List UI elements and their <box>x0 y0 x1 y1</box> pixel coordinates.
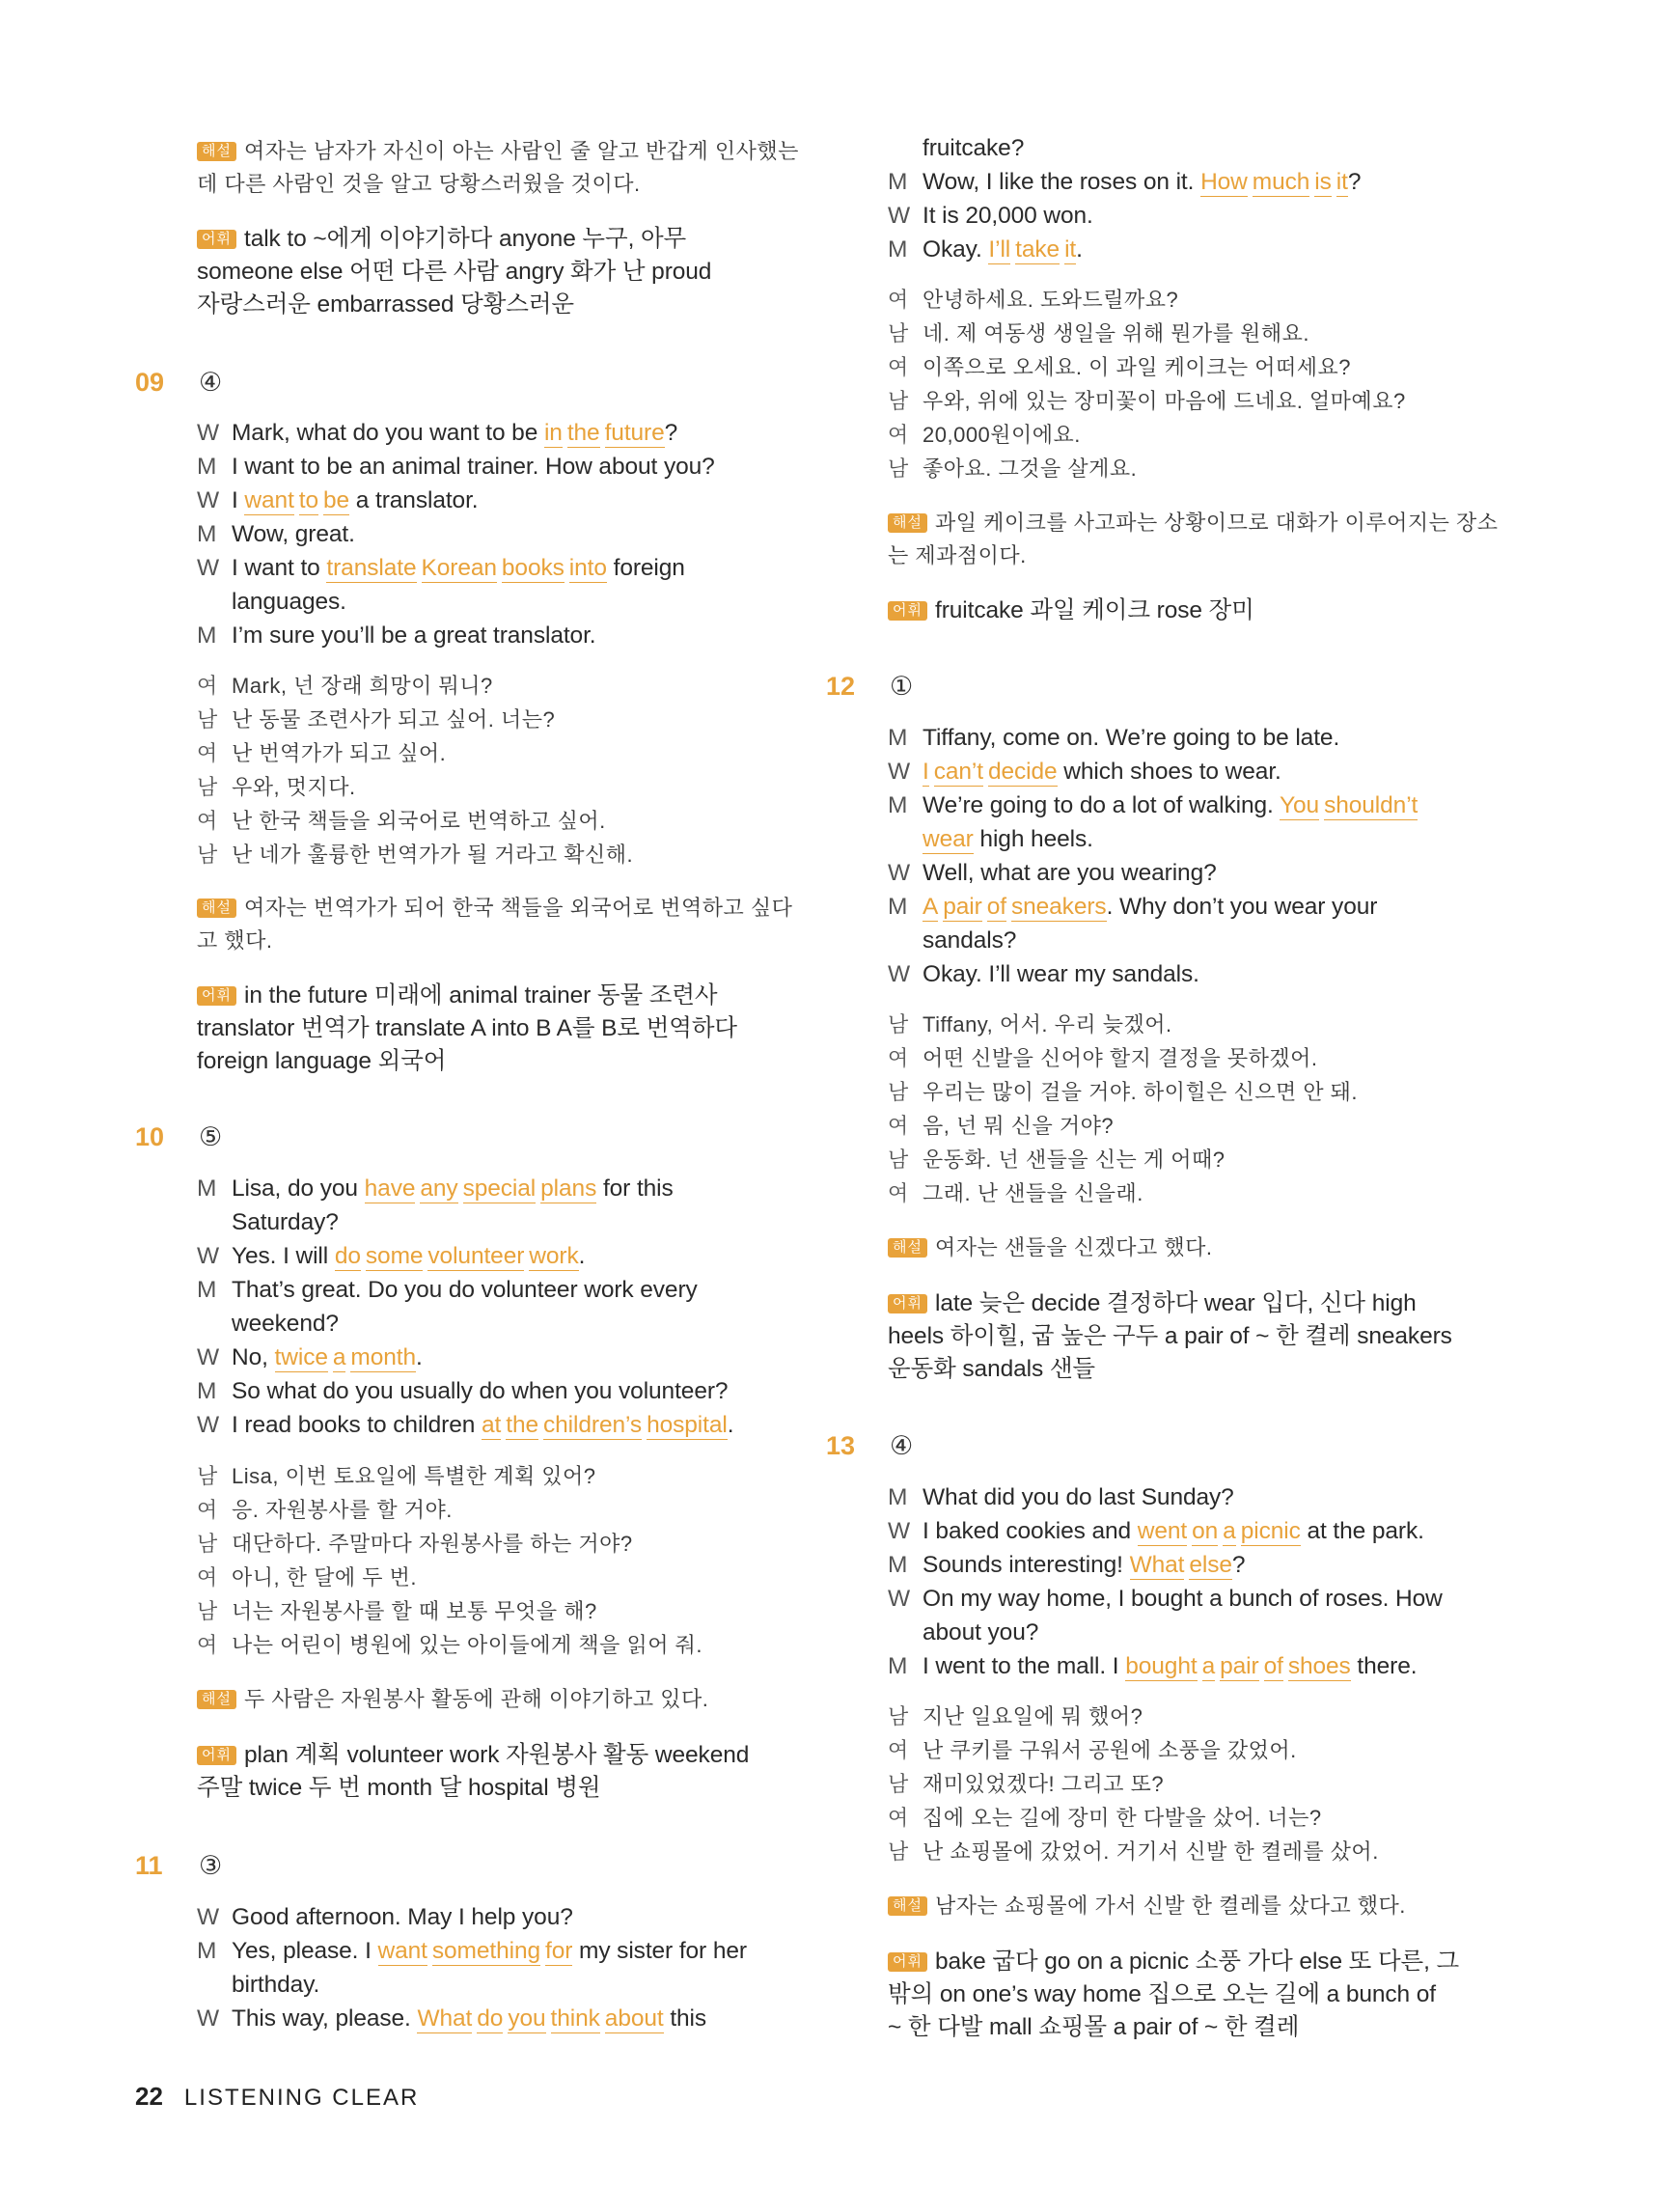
question-header <box>135 368 222 398</box>
speaker-label: W <box>888 1518 911 1544</box>
dialogue-line: W Good afternoon. May I help you? <box>197 1904 573 1930</box>
blank: pair <box>943 894 982 920</box>
vocab-line: translator 번역가 translate A into B A를 B로 번역하다 <box>197 1015 737 1041</box>
translation-line: 여 나는 어린이 병원에 있는 아이들에게 책을 읽어 줘. <box>197 1633 702 1657</box>
answer-mark: ③ <box>199 1851 223 1880</box>
translation-line: 남 우와, 위에 있는 장미꽃이 마음에 드네요. 얼마예요? <box>888 389 1406 413</box>
blank: can’t <box>933 759 983 785</box>
page-footer <box>135 2082 419 2112</box>
vocab-line: 운동화 sandals 샌들 <box>888 1356 1095 1382</box>
translation-line: 남 난 네가 훌륭한 번역가가 될 거라고 확신해. <box>197 843 634 867</box>
dialogue-line: M Sounds interesting! What else? <box>888 1552 1246 1578</box>
blank: pair <box>1220 1653 1259 1679</box>
speaker-label: M <box>197 1277 217 1303</box>
blank: I’ll <box>988 236 1011 263</box>
blank: children’s <box>543 1412 643 1438</box>
dialogue-line: Saturday? <box>232 1209 339 1235</box>
vocab-line: someone else 어떤 다른 사람 angry 화가 난 proud <box>197 259 712 285</box>
blank: You <box>1280 792 1320 818</box>
dialogue-line: M Yes, please. I want something for my sister for her <box>197 1938 747 1964</box>
blank: future <box>604 420 665 446</box>
vocab-line: 어휘 in the future 미래에 animal trainer 동물 조련사 <box>197 977 717 1010</box>
blank: any <box>420 1175 458 1202</box>
blank: I <box>923 759 929 785</box>
dialogue-line: M I want to be an animal trainer. How about you? <box>197 454 715 480</box>
blank: want <box>244 487 294 513</box>
blank: What <box>1129 1552 1185 1578</box>
blank: it <box>1064 236 1077 263</box>
speaker-label: W <box>888 1586 911 1612</box>
blank: books <box>501 555 565 581</box>
dialogue-line: W I read books to children at the children’s hospital. <box>197 1412 734 1438</box>
dialogue-line: W I want to translate Korean books into foreign <box>197 555 685 581</box>
speaker-label: W <box>197 1243 220 1269</box>
blank: twice <box>274 1344 328 1370</box>
vocab-line: 자랑스러운 embarrassed 당황스러운 <box>197 291 574 318</box>
dialogue-line: M Wow, great. <box>197 521 355 547</box>
translation-line: 남 지난 일요일에 뭐 했어? <box>888 1704 1143 1728</box>
explanation-badge: 해설 <box>888 513 927 533</box>
speaker-label: M <box>197 1378 217 1404</box>
blank: to <box>298 487 319 513</box>
dialogue-line: W This way, please. What do you think about this <box>197 2005 707 2032</box>
question-number: 09 <box>135 368 165 397</box>
blank: on <box>1192 1518 1219 1544</box>
answer-mark: ④ <box>199 368 223 397</box>
speaker-label: M <box>197 622 217 649</box>
blank: month <box>350 1344 416 1370</box>
translation-line: 남 좋아요. 그것을 살게요. <box>888 456 1138 481</box>
dialogue-line: weekend? <box>232 1311 339 1337</box>
translation-line: 남 우와, 멋지다. <box>197 775 356 799</box>
blank: it <box>1336 169 1348 195</box>
question-number: 12 <box>826 672 856 701</box>
dialogue-line: W Mark, what do you want to be in the future? <box>197 420 678 446</box>
translation-line: 여 어떤 신발을 신어야 할지 결정을 못하겠어. <box>888 1046 1318 1070</box>
dialogue-line: W On my way home, I bought a bunch of roses. How <box>888 1586 1443 1612</box>
dialogue-line: M Wow, I like the roses on it. How much is it? <box>888 169 1362 195</box>
speaker-label: M <box>888 725 908 751</box>
speaker-label: M <box>197 521 217 547</box>
blank: do <box>477 2005 504 2032</box>
speaker-label: M <box>197 454 217 480</box>
dialogue-line: W I baked cookies and went on a picnic at the park. <box>888 1518 1424 1544</box>
vocab-line: 주말 twice 두 번 month 달 hospital 병원 <box>197 1775 601 1801</box>
vocab-line: 어휘 bake 굽다 go on a picnic 소풍 가다 else 또 다른, 그 <box>888 1943 1459 1977</box>
speaker-label: M <box>888 1552 908 1578</box>
blank: How <box>1200 169 1248 195</box>
explanation-badge: 해설 <box>197 1690 236 1709</box>
speaker-label: W <box>197 2005 220 2032</box>
explanation-badge: 해설 <box>888 1896 927 1916</box>
translation-line: 여 난 번역가가 되고 싶어. <box>197 741 447 765</box>
translation-line: 여 안녕하세요. 도와드릴까요? <box>888 288 1179 312</box>
translation-line: 남 Tiffany, 어서. 우리 늦겠어. <box>888 1012 1172 1037</box>
dialogue-line: sandals? <box>923 927 1017 954</box>
dialogue-line: W No, twice a month. <box>197 1344 423 1370</box>
translation-line: 남 Lisa, 이번 토요일에 특별한 계획 있어? <box>197 1464 596 1488</box>
blank: plans <box>540 1175 597 1202</box>
book-title: LISTENING CLEAR <box>183 2085 420 2111</box>
speaker-label: W <box>197 420 220 446</box>
blank: for <box>545 1938 573 1964</box>
explanation-line: 해설 여자는 남자가 자신이 아는 사람인 줄 알고 반갑게 인사했는 <box>197 135 799 165</box>
blank: translate <box>326 555 417 581</box>
blank: you <box>508 2005 546 2032</box>
speaker-label: M <box>888 792 908 818</box>
vocab-line: heels 하이힐, 굽 높은 구두 a pair of ~ 한 켤레 sneakers <box>888 1323 1452 1349</box>
question-header <box>826 672 913 702</box>
vocab-badge: 어휘 <box>888 601 927 621</box>
blank: be <box>323 487 350 513</box>
translation-line: 남 네. 제 여동생 생일을 위해 뭔가를 원해요. <box>888 321 1309 346</box>
blank: into <box>568 555 607 581</box>
page-number: 22 <box>135 2082 163 2111</box>
blank: of <box>1263 1653 1283 1679</box>
vocab-line: 어휘 late 늦은 decide 결정하다 wear 입다, 신다 high <box>888 1285 1417 1318</box>
dialogue-line: W Well, what are you wearing? <box>888 860 1217 886</box>
dialogue-line: fruitcake? <box>923 135 1025 161</box>
speaker-label: M <box>888 169 908 195</box>
vocab-line: 어휘 fruitcake 과일 케이크 rose 장미 <box>888 592 1254 625</box>
speaker-label: M <box>197 1175 217 1202</box>
speaker-label: M <box>197 1938 217 1964</box>
blank: a <box>332 1344 346 1370</box>
translation-line: 남 난 쇼핑몰에 갔었어. 거기서 신발 한 켤레를 샀어. <box>888 1839 1379 1864</box>
dialogue-line: W I want to be a translator. <box>197 487 479 513</box>
explanation-line: 해설 두 사람은 자원봉사 활동에 관해 이야기하고 있다. <box>197 1683 708 1713</box>
question-header <box>135 1851 222 1881</box>
blank: shoes <box>1287 1653 1351 1679</box>
speaker-label: M <box>888 1484 908 1510</box>
blank: decide <box>987 759 1058 785</box>
dialogue-line: M That’s great. Do you do volunteer work every <box>197 1277 698 1303</box>
answer-mark: ① <box>890 672 914 701</box>
translation-line: 여 음, 넌 뭐 신을 거야? <box>888 1114 1115 1138</box>
dialogue-line: M I’m sure you’ll be a great translator. <box>197 622 596 649</box>
dialogue-line: W It is 20,000 won. <box>888 203 1093 229</box>
blank: work <box>529 1243 579 1269</box>
dialogue-line: M I went to the mall. I bought a pair of shoes there. <box>888 1653 1418 1679</box>
blank: about <box>604 2005 664 2032</box>
translation-line: 여 집에 오는 길에 장미 한 다발을 샀어. 너는? <box>888 1806 1322 1830</box>
translation-line: 여 20,000원이에요. <box>888 423 1081 447</box>
blank: a <box>1223 1518 1236 1544</box>
explanation-line: 해설 남자는 쇼핑몰에 가서 신발 한 켤레를 샀다고 했다. <box>888 1890 1406 1920</box>
blank: have <box>364 1175 416 1202</box>
vocab-line: ~ 한 다발 mall 쇼핑몰 a pair of ~ 한 켤레 <box>888 2014 1300 2040</box>
blank: volunteer <box>427 1243 525 1269</box>
answer-mark: ④ <box>890 1431 914 1460</box>
blank: bought <box>1125 1653 1198 1679</box>
speaker-label: W <box>888 961 911 987</box>
dialogue-line: W Okay. I’ll wear my sandals. <box>888 961 1199 987</box>
speaker-label: M <box>888 1653 908 1679</box>
blank: take <box>1015 236 1060 263</box>
translation-line: 남 난 동물 조련사가 되고 싶어. 너는? <box>197 707 556 732</box>
vocab-badge: 어휘 <box>197 986 236 1006</box>
blank: the <box>506 1412 538 1438</box>
dialogue-line: M Tiffany, come on. We’re going to be late. <box>888 725 1340 751</box>
translation-line: 여 아니, 한 달에 두 번. <box>197 1565 417 1590</box>
blank: at <box>482 1412 502 1438</box>
dialogue-line: languages. <box>232 589 346 615</box>
question-number: 10 <box>135 1122 165 1151</box>
blank: the <box>566 420 600 446</box>
blank: A <box>923 894 939 920</box>
blank: something <box>431 1938 541 1964</box>
speaker-label: W <box>197 555 220 581</box>
blank: a <box>1201 1653 1216 1679</box>
question-number: 13 <box>826 1431 856 1460</box>
speaker-label: M <box>888 894 908 920</box>
question-header <box>135 1122 222 1152</box>
explanation-badge: 해설 <box>888 1238 927 1258</box>
explanation-line: 고 했다. <box>197 928 273 953</box>
blank: Korean <box>421 555 497 581</box>
explanation-badge: 해설 <box>197 899 236 918</box>
dialogue-line: M Lisa, do you have any special plans for this <box>197 1175 674 1202</box>
dialogue-line: M So what do you usually do when you volunteer? <box>197 1378 729 1404</box>
blank: much <box>1252 169 1310 195</box>
question-header <box>826 1431 913 1461</box>
blank: some <box>365 1243 424 1269</box>
speaker-label: M <box>888 236 908 263</box>
translation-line: 남 너는 자원봉사를 할 때 보통 무엇을 해? <box>197 1599 597 1623</box>
explanation-line: 해설 여자는 샌들을 신겠다고 했다. <box>888 1231 1212 1261</box>
blank: in <box>543 420 563 446</box>
vocab-line: foreign language 외국어 <box>197 1048 447 1074</box>
speaker-label: W <box>197 487 220 513</box>
translation-line: 남 운동화. 넌 샌들을 신는 게 어때? <box>888 1147 1226 1172</box>
translation-line: 여 난 쿠키를 구워서 공원에 소풍을 갔었어. <box>888 1738 1297 1762</box>
blank: do <box>334 1243 361 1269</box>
speaker-label: W <box>197 1344 220 1370</box>
blank: wear <box>923 826 974 852</box>
dialogue-line: W Yes. I will do some volunteer work. <box>197 1243 586 1269</box>
vocab-line: 어휘 talk to ~에게 이야기하다 anyone 누구, 아무 <box>197 220 686 254</box>
speaker-label: W <box>197 1904 220 1930</box>
translation-line: 여 Mark, 넌 장래 희망이 뭐니? <box>197 674 493 698</box>
blank: else <box>1189 1552 1232 1578</box>
vocab-badge: 어휘 <box>888 1952 927 1972</box>
speaker-label: W <box>197 1412 220 1438</box>
answer-mark: ⑤ <box>199 1122 223 1151</box>
vocab-badge: 어휘 <box>888 1294 927 1313</box>
translation-line: 여 이쪽으로 오세요. 이 과일 케이크는 어떠세요? <box>888 355 1351 379</box>
dialogue-line: M A pair of sneakers. Why don’t you wear your <box>888 894 1378 920</box>
dialogue-line: M What did you do last Sunday? <box>888 1484 1234 1510</box>
blank: hospital <box>647 1412 728 1438</box>
blank: went <box>1137 1518 1188 1544</box>
speaker-label: W <box>888 759 911 785</box>
vocab-line: 밖의 on one’s way home 집으로 오는 길에 a bunch of <box>888 1981 1437 2007</box>
explanation-line: 는 제과점이다. <box>888 543 1027 567</box>
blank: of <box>986 894 1006 920</box>
blank: sneakers <box>1010 894 1107 920</box>
question-number: 11 <box>135 1851 163 1880</box>
translation-line: 남 우리는 많이 걸을 거야. 하이힐은 신으면 안 돼. <box>888 1080 1359 1104</box>
translation-line: 여 응. 자원봉사를 할 거야. <box>197 1498 453 1522</box>
blank: What <box>417 2005 473 2032</box>
translation-line: 여 난 한국 책들을 외국어로 번역하고 싶어. <box>197 809 606 833</box>
dialogue-line: M We’re going to do a lot of walking. You shouldn’t <box>888 792 1418 818</box>
translation-line: 남 재미있었겠다! 그리고 또? <box>888 1772 1165 1796</box>
translation-line: 남 대단하다. 주말마다 자원봉사를 하는 거야? <box>197 1532 633 1556</box>
vocab-badge: 어휘 <box>197 1746 236 1765</box>
dialogue-line: birthday. <box>232 1972 320 1998</box>
speaker-label: W <box>888 860 911 886</box>
explanation-line: 데 다른 사람인 것을 알고 당황스러웠을 것이다. <box>197 172 641 196</box>
blank: picnic <box>1240 1518 1301 1544</box>
blank: want <box>377 1938 427 1964</box>
dialogue-line: W I can’t decide which shoes to wear. <box>888 759 1281 785</box>
speaker-label: W <box>888 203 911 229</box>
dialogue-line: M Okay. I’ll take it. <box>888 236 1083 263</box>
translation-line: 여 그래. 난 샌들을 신을래. <box>888 1181 1143 1205</box>
blank: think <box>550 2005 600 2032</box>
dialogue-line: about you? <box>923 1619 1039 1645</box>
blank: shouldn’t <box>1324 792 1418 818</box>
blank: is <box>1314 169 1332 195</box>
vocab-badge: 어휘 <box>197 230 236 249</box>
vocab-line: 어휘 plan 계획 volunteer work 자원봉사 활동 weekend <box>197 1736 749 1770</box>
explanation-line: 해설 여자는 번역가가 되어 한국 책들을 외국어로 번역하고 싶다 <box>197 892 792 922</box>
blank: special <box>462 1175 537 1202</box>
dialogue-line: wear high heels. <box>923 826 1093 852</box>
explanation-badge: 해설 <box>197 142 236 161</box>
explanation-line: 해설 과일 케이크를 사고파는 상황이므로 대화가 이루어지는 장소 <box>888 507 1498 537</box>
